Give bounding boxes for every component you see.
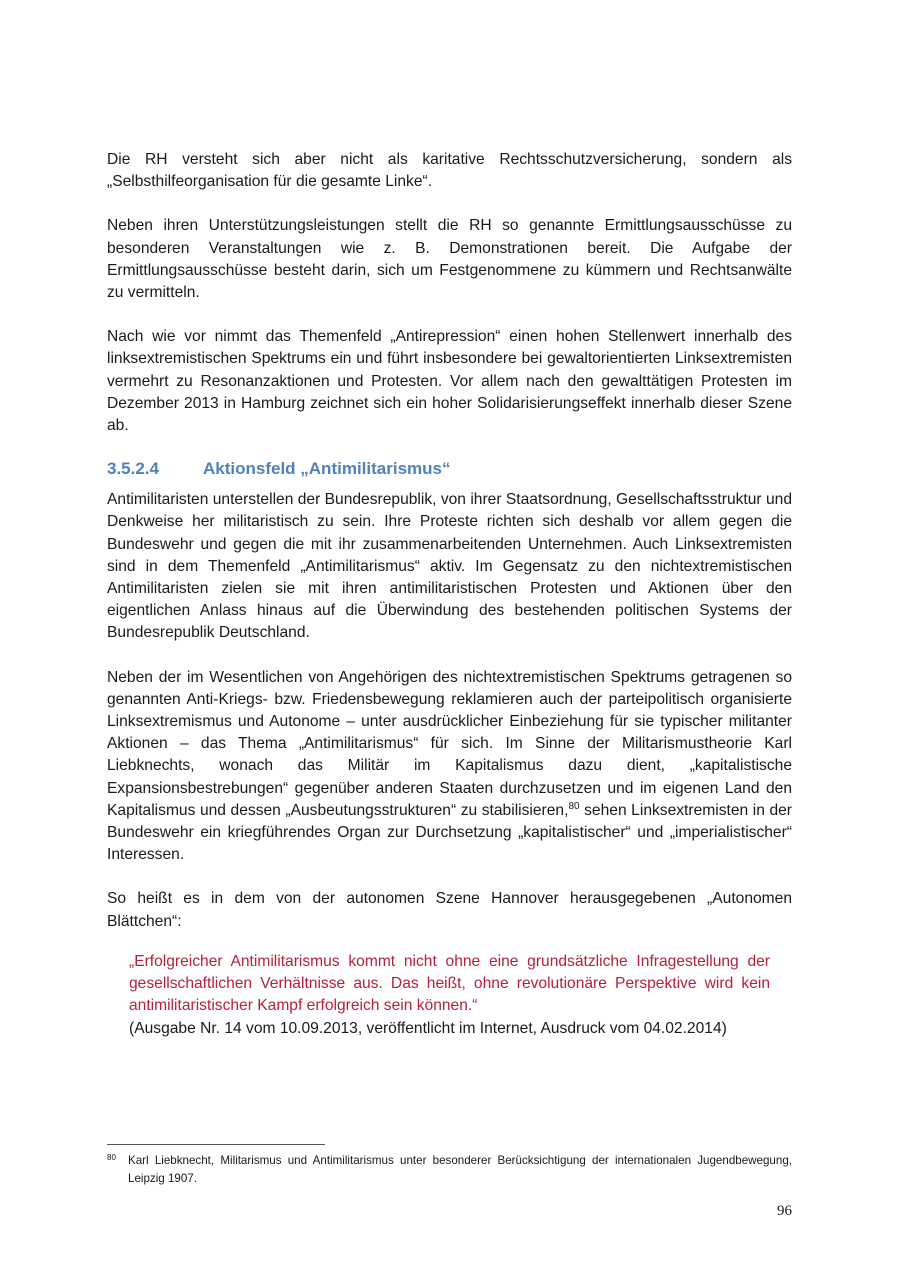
section-title: Aktionsfeld „Antimilitarismus“: [203, 459, 451, 479]
main-content: [107, 149, 792, 1040]
footnote: [107, 1152, 792, 1188]
paragraph-rh-self-help: Die RH versteht sich aber nicht als karitative Rechtsschutzversicherung, sondern als „Selbsthilfeorganisation für die gesamte Linke“.: [107, 151, 792, 191]
quote-text: „Erfolgreicher Antimilitarismus kommt nicht ohne eine grundsätzliche Infragestellung der gesellschaftlichen Verhältnisse aus. Das heißt, ohne revolutionäre Perspektive wird kein antimilitaristischer Kampf erfolgreich sein können.“: [129, 952, 770, 1015]
paragraph-liebknecht: [107, 667, 792, 867]
paragraph-ermittlungsausschuesse: Neben ihren Unterstützungsleistungen stellt die RH so genannte Ermittlungsausschüsse zu besonderen Veranstaltungen wie z. B. Demonstrationen bereit. Die Aufgabe der Ermittlungsausschüsse besteht darin, sich um Festgenommene zu kümmern und Rechtsanwälte zu vermitteln.: [107, 217, 792, 302]
paragraph-autonome-blaettchen: So heißt es in dem von der autonomen Szene Hannover herausgegebenen „Autonomen Blättchen“:: [107, 890, 792, 930]
section-number: 3.5.2.4: [107, 459, 159, 479]
footnote-number: 80: [107, 1153, 116, 1162]
footnote-ref[interactable]: 80: [568, 800, 580, 812]
paragraph-liebknecht-part2: sehen Linksextremisten in der Bundeswehr ein kriegführendes Organ zur Durchsetzung „kapitalistischer“ und „imperialistischer“ Interessen.: [107, 801, 792, 864]
quote-source: (Ausgabe Nr. 14 vom 10.09.2013, veröffentlicht im Internet, Ausdruck vom 04.02.2014): [129, 1019, 727, 1037]
footnote-separator: [107, 1144, 325, 1145]
page-number: 96: [777, 1203, 792, 1219]
paragraph-liebknecht-part1: Neben der im Wesentlichen von Angehörigen des nichtextremistischen Spektrums getragenen so genannten Anti-Kriegs- bzw. Friedensbewegung reklamieren auch der parteipolitisch organisierte Linksextremismus und Autonome – unter ausdrücklicher Einbeziehung für sie typischer militanter Aktionen – das Thema „Antimilitarismus“ für sich. Im Sinne der Militarismustheorie Karl Liebknechts, wonach das Militär im Kapitalismus dazu dient, „kapitalistische Expansionsbestrebungen“ gegenüber anderen Staaten durchzusetzen und im eigenen Land den Kapitalismus und dessen „Ausbeutungsstrukturen“ zu stabilisieren,: [107, 668, 792, 819]
footnote-text: Karl Liebknecht, Militarismus und Antimilitarismus unter besonderer Berücksichtigung der internationalen Jugendbewegung, Leipzig 1907.: [128, 1154, 792, 1185]
section-heading: [107, 457, 792, 481]
paragraph-antirepression: Nach wie vor nimmt das Themenfeld „Antirepression“ einen hohen Stellenwert innerhalb des linksextremistischen Spektrums ein und führt insbesondere bei gewaltorientierten Linksextremisten vermehrt zu Resonanzaktionen und Protesten. Vor allem nach den gewalttätigen Protesten im Dezember 2013 in Hamburg zeichnet sich ein hoher Solidarisierungseffekt innerhalb dieser Szene ab.: [107, 328, 792, 435]
paragraph-antimilitaristen: Antimilitaristen unterstellen der Bundesrepublik, von ihrer Staatsordnung, Gesellschaftsstruktur und Denkweise her militaristisch zu sein. Ihre Proteste richten sich deshalb vor allem gegen die Bundeswehr und gegen die mit ihr zusammenarbeitenden Unternehmen. Auch Linksextremisten sind in dem Themenfeld „Antimilitarismus“ aktiv. Im Gegensatz zu den nichtextremistischen Antimilitaristen zielen sie mit ihren antimilitaristischen Protesten und Aktionen über den eigentlichen Anlass hinaus auf die Überwindung des bestehenden politischen Systems der Bundesrepublik Deutschland.: [107, 491, 792, 642]
blockquote: [129, 951, 770, 1040]
